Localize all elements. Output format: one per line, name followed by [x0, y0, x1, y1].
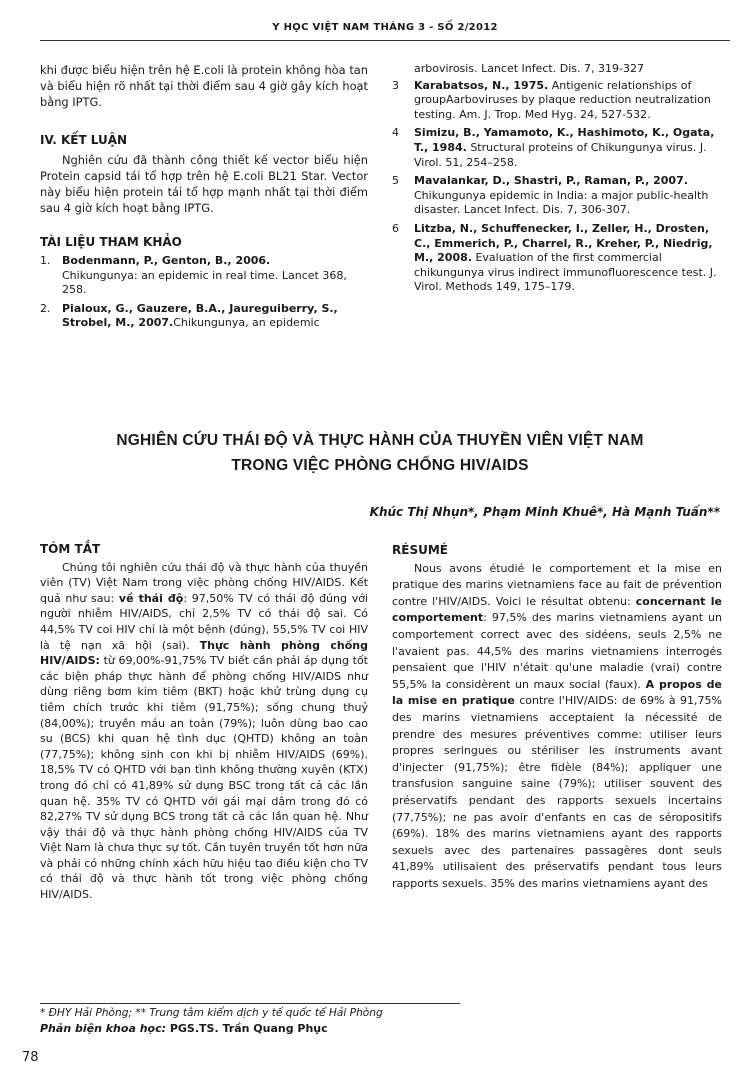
reference-authors: Pialoux, G., Gauzere, B.A., Jaureguiberry, S., Strobel, M., 2007.	[62, 301, 338, 330]
carryover-paragraph: khi được biểu hiện trên hệ E.coli là protein không hòa tan và biểu hiện rõ nhất tại thời điểm sau 4 giờ gây kích hoạt bằng IPTG.	[40, 63, 368, 109]
top-left-column	[40, 62, 368, 331]
footnote-rule	[40, 1003, 460, 1004]
reference-authors: Mavalankar, D., Shastri, P., Raman, P., 2007.	[414, 174, 688, 188]
abstract-fr-text	[392, 561, 722, 893]
reference-text: Chikungunya, an epidemic	[173, 316, 320, 330]
reference-number: 1.	[40, 254, 51, 267]
article-title	[40, 428, 720, 478]
reference-text: Antigenic relationships of groupAarboviruses by plaque reduction neutralization testing. Am. J. Trop. Med Hyg. 24, 527-532.	[414, 78, 711, 121]
article-title-line-2: TRONG VIỆC PHÒNG CHỐNG HIV/AIDS	[231, 457, 529, 474]
reviewer-label: Phản biện khoa học:	[40, 1022, 167, 1035]
header-rule	[40, 40, 730, 41]
abstract-vi-bold-1: về thái độ	[118, 591, 184, 605]
abstract-vi-text-1: Chúng tôi nghiên cứu thái độ và thực hành của thuyền viên (TV) Việt Nam trong việc phòng chống HIV/AIDS. Kết quả như sau:	[40, 560, 368, 605]
reference-text: Chikungunya epidemic in India: a major public-health disaster. Lancet Infect. Dis. 7, 306-307.	[414, 188, 709, 217]
reference-item	[40, 302, 368, 331]
abstract-fr-bold-1: concernant le comportement	[392, 594, 723, 625]
affiliation-footnote: * ĐHY Hải Phòng; ** Trung tâm kiểm dịch y tế quốc tế Hải Phòng	[40, 1007, 383, 1019]
reference-text: Structural proteins of Chikungunya virus. J. Virol. 51, 254–258.	[414, 140, 707, 169]
reference-authors: Simizu, B., Yamamoto, K., Hashimoto, K., Ogata, T., 1984.	[414, 126, 715, 154]
article-title-line-1: NGHIÊN CỨU THÁI ĐỘ VÀ THỰC HÀNH CỦA THUYỀN VIÊN VIỆT NAM	[116, 432, 644, 449]
reference-text: Chikungunya: an epidemic in real time. Lancet 368, 258.	[62, 268, 347, 297]
abstract-vi-text	[40, 560, 368, 903]
reviewer-name: PGS.TS. Trần Quang Phục	[166, 1022, 328, 1035]
abstract-fr-heading: RÉSUMÉ	[392, 543, 448, 557]
reference-number: 4	[392, 126, 399, 140]
reference-item	[392, 222, 722, 295]
reference-number: 2.	[40, 301, 51, 315]
conclusion-heading: IV. KẾT LUẬN	[40, 133, 128, 147]
reference-item	[40, 254, 368, 298]
reference-number: 5	[392, 174, 399, 188]
abstract-french	[392, 542, 722, 892]
conclusion-text: Nghiên cứu đã thành công thiết kế vector biểu hiện Protein capsid tái tổ hợp trên hệ E.coli BL21 Star. Vector này biểu hiện protein tái tổ hợp mạnh nhất tại thời điểm sau 4 giờ kích hoạt bằng IPTG.	[40, 153, 368, 215]
abstract-fr-bold-2: A propos de la mise en pratique	[392, 677, 722, 708]
running-header: Y HỌC VIỆT NAM THÁNG 3 - SỐ 2/2012	[272, 22, 498, 33]
reference-authors: Karabatsos, N., 1975.	[414, 78, 549, 92]
reference-item	[392, 79, 722, 123]
abstract-vi-bold-2: Thực hành phòng chống HIV/AIDS:	[40, 638, 369, 668]
abstract-fr-text-1: Nous avons étudié le comportement et la mise en pratique des marins vietnamiens face au fait de prévention contre l'HIV/AIDS. Voici le résultat obtenu:	[392, 561, 722, 608]
article-authors: Khúc Thị Nhụn*, Phạm Minh Khuê*, Hà Mạnh Tuấn**	[369, 505, 720, 519]
reference-item	[392, 62, 722, 77]
reference-number: 3	[392, 78, 399, 92]
abstract-vi-heading: TÓM TẮT	[40, 542, 101, 556]
page-number: 78	[22, 1050, 39, 1065]
abstract-vi-text-3: từ 69,00%-91,75% TV biết cần phải áp dụng tốt các biện pháp thực hành để phòng chống HIV/AIDS như dùng riêng bơm kim tiêm (BKT) hoặc khử trùng dụng cụ tiêm chích trước khi tiêm (91,75%); sống chung thuỷ (84,00%); truyền máu an toàn (79%); luôn dùng bao cao su (BCS) khi quan hệ tình dục (QHTD) không an toàn (77,75%); không sinh con khi bị nhiễm HIV/AIDS (69%). 18,5% TV có QHTD với bạn tình không thường xuyên (KTX) trong đó chỉ có 41,89% sử dụng BSC trong tất cả các lần quan hệ. 35% TV có QHTD với gái mại dâm trong đó có 82,27% TV sử dụng BCS trong tất cả các lần quan hệ. Như vậy thái độ và thực hành phòng chống HIV/AIDS của TV Việt Nam là chưa thực sự tốt. Cần tuyên truyền tốt hơn nữa và phải có những chính xách hữu hiệu tạo điều kiện cho TV có thái độ và thực hành tốt trong việc phòng chống HIV/AIDS.	[40, 654, 368, 902]
references-heading: TÀI LIỆU THAM KHẢO	[40, 235, 182, 249]
abstract-fr-text-3: contre l'HIV/AIDS: de 69% à 91,75% des marins vietnamiens acceptaient la nécessité de prendre des mesures préventives comme: utiliser leurs propres seringues ou stériliser les instruments avant d'injecter (91,75%); être fidèle (84%); appliquer une transfusion sanguine saine (79%); utiliser souvent des préservatifs pendant des rapports sexuels incertains (77,75%); ne pas avoir d'enfants en cas de séropositifs (69%). 18% des marins vietnamiens ayant des rapports sexuels avec des partenaires passagères dont seuls 41,89% utilisaient des préservatifs pendant tous leurs rapports sexuels. 35% des marins vietnamiens ayant des	[392, 694, 722, 890]
reference-authors: Bodenmann, P., Genton, B., 2006.	[62, 254, 271, 267]
reference-number	[392, 62, 414, 77]
reviewer-line	[40, 1022, 560, 1035]
reference-authors: Litzba, N., Schuffenecker, I., Zeller, H., Drosten, C., Emmerich, P., Charrel, R., Kreher, P., Niedrig, M., 2008.	[414, 221, 713, 265]
reference-text: arbovirosis. Lancet Infect. Dis. 7, 319-327	[414, 62, 644, 75]
reference-number: 6	[392, 221, 399, 235]
abstract-fr-text-2: : 97,5% des marins vietnamiens ayant un comportement correct avec des sidéens, seuls 2,5% ne l'avaient pas. 44,5% des marins vietnamiens interrogés pensaient que l'HIV n'était qu'une maladie (vrai) contre 55,5% la considèrent un maux social (faux).	[392, 611, 722, 691]
abstract-vietnamese	[40, 542, 368, 903]
reference-item	[392, 174, 722, 218]
top-right-column	[392, 62, 722, 295]
references-list-left	[40, 254, 368, 331]
reference-item	[392, 126, 722, 170]
reference-text: Evaluation of the first commercial chikungunya virus indirect immunofluorescence test. J. Virol. Methods 149, 175–179.	[414, 251, 717, 294]
abstract-vi-text-2: : 97,50% TV có thái độ đúng với người nhiễm HIV/AIDS, chỉ 2,5% TV có thái độ sai. Có 44,5% TV coi HIV chỉ là một bệnh (đúng), 55,5% TV coi HIV là tệ nạn xã hội (sai).	[40, 591, 368, 652]
